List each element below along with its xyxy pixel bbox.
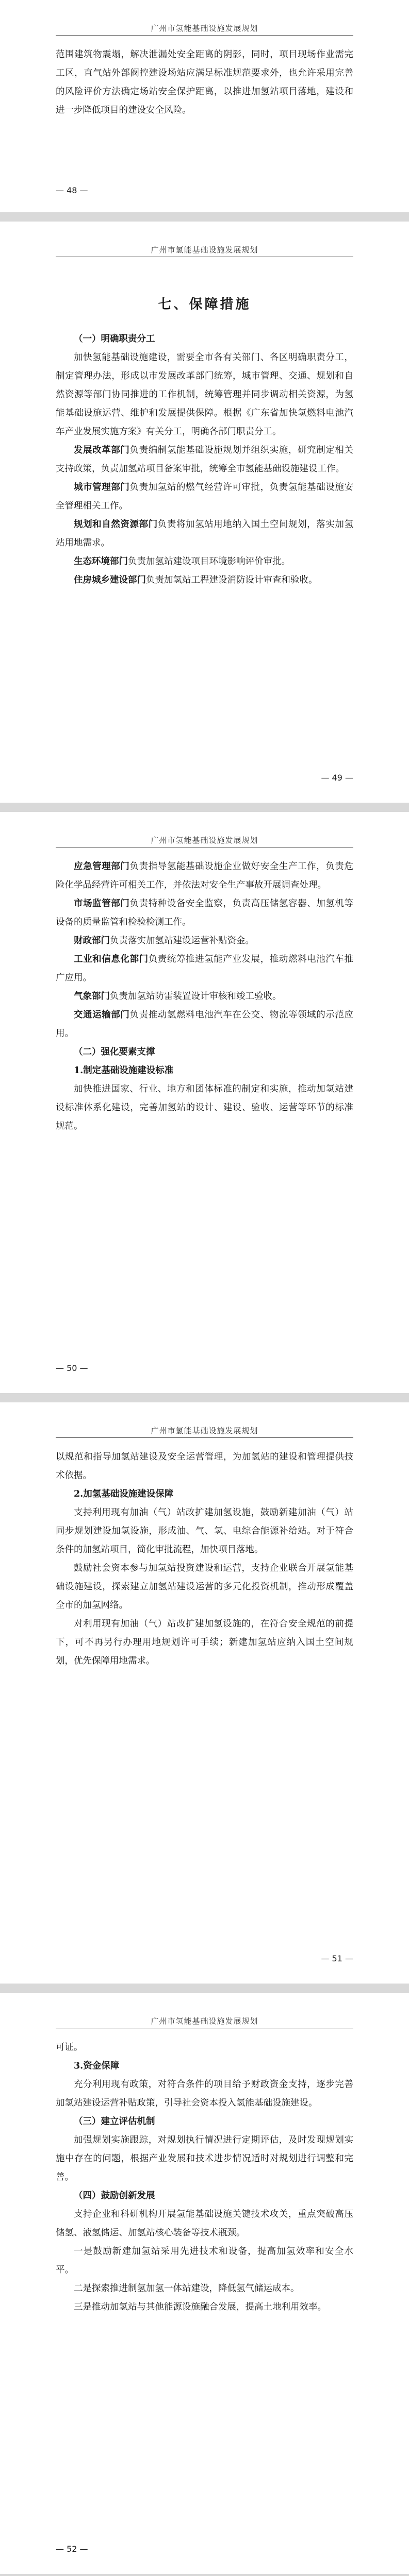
paragraph: [56, 857, 353, 894]
paragraph-text: 负责将加氢站用地纳入国土空间规划，落实加氢站用地需求。: [56, 519, 354, 548]
header-divider: [56, 35, 353, 36]
page-number: — 49 —: [321, 773, 353, 783]
paragraph-text: 负责加氢站的燃气经营许可审批，负责氢能基础设施安全管理相关工作。: [56, 482, 354, 511]
page-header: 广州市氢能基础设施发展规划: [151, 836, 258, 845]
page-body: [56, 1448, 353, 1670]
page-body: [56, 857, 353, 1136]
paragraph: [56, 478, 353, 515]
paragraph-text: 负责加氢站防雷装置设计审核和竣工验收。: [110, 991, 282, 1002]
paragraph-lead: 住房城乡建设部门: [74, 575, 146, 585]
section-heading: （三）建立评估机制: [74, 2116, 155, 2127]
section-heading: （一）明确职责分工: [74, 334, 155, 344]
paragraph: 范围建筑物震塌，解决泄漏处安全距离的阴影，同时，项目现场作业需完工区，直气站外部阀控建设场站应满足标准规范要求外，也允许采用完善的风险评价方法确定场站安全保护距离，以推进加氢站项目落地，建设和进一步降低项目的建设安全风险。: [56, 49, 353, 115]
paragraph-lead: 交通运输部门: [74, 1010, 130, 1020]
paragraph-lead: 财政部门: [74, 936, 110, 946]
document-page: [0, 222, 409, 803]
page-header: 广州市氢能基础设施发展规划: [151, 2016, 258, 2026]
paragraph: [56, 987, 353, 1006]
paragraph-lead: 应急管理部门: [74, 861, 130, 872]
subsection-heading: 1.制定基础设施建设标准: [74, 1065, 174, 1076]
subsection-heading: 2.加氢基础设施建设保障: [74, 1489, 174, 1499]
chapter-title: 七、保障措施: [158, 297, 251, 312]
paragraph-lead: 生态环境部门: [74, 556, 128, 567]
paragraph-lead: 规划和自然资源部门: [74, 519, 158, 530]
paragraph-text: 负责统筹推进氢能产业发展，推动燃料电池汽车推广应用。: [56, 954, 354, 983]
page-number: — 52 —: [56, 2544, 88, 2554]
header-divider: [56, 847, 353, 848]
section-heading: （四）鼓励创新发展: [74, 2191, 155, 2201]
paragraph: 加强规划实施跟踪，对规划执行情况进行定期评估，及时发现规划实施中存在的问题，根据产业发展和技术进步情况适时对规划进行调整和完善。: [56, 2135, 353, 2182]
paragraph: [56, 552, 353, 571]
page-number: — 48 —: [56, 185, 88, 195]
paragraph-text: 负责落实加氢站建设运营补贴资金。: [110, 936, 254, 946]
page-body: [56, 2038, 353, 2316]
header-divider: [56, 1437, 353, 1438]
paragraph: [56, 571, 353, 589]
paragraph-text: 负责指导氢能基础设施企业做好安全生产工作，负责危险化学品经营许可相关工作，并依法对安全生产事故开展调查处理。: [56, 861, 354, 890]
paragraph-text: 负责推动氢燃料电池汽车在公交、物流等领域的示范应用。: [56, 1010, 354, 1039]
page-number: — 51 —: [321, 1954, 353, 1963]
page-number: — 50 —: [56, 1363, 88, 1373]
subsection-heading: 3.资金保障: [74, 2061, 120, 2071]
document-page: [0, 1402, 409, 1984]
document-page: [0, 0, 409, 212]
paragraph-lead: 城市管理部门: [74, 482, 130, 493]
page-header: 广州市氢能基础设施发展规划: [151, 1426, 258, 1435]
paragraph: [56, 1006, 353, 1043]
paragraph-lead: 发展改革部门: [74, 445, 130, 455]
paragraph: 对利用现有加油（气）站改扩建加氢设施的，在符合安全规范的前提下，可不再另行办理用地规划许可手续；新建加氢站应纳入国土空间规划，优先保障用地需求。: [56, 1619, 353, 1666]
paragraph-text: 负责特种设备安全监察，负责高压储氢容器、加氢机等设备的质量监管和检验检测工作。: [56, 899, 354, 927]
paragraph: 加快氢能基础设施建设，需要全市各有关部门、各区明确职责分工，制定管理办法，形成以市发展改革部门统筹，城市管理、交通、规划和自然资源等部门协同推进的工作机制，统筹管理并同步调动相关资源，为氢能基础设施运营、维护和发展提供保障。根据《广东省加快氢燃料电池汽车产业发展实施方案》有关分工，明确各部门职责分工。: [56, 352, 353, 437]
section-heading: （二）强化要素支撑: [74, 1047, 155, 1057]
page-header: 广州市氢能基础设施发展规划: [151, 245, 258, 255]
paragraph: [56, 515, 353, 552]
paragraph-text: 负责加氢站工程建设消防设计审查和验收。: [146, 575, 318, 585]
paragraph-text: 负责编制氢能基础设施规划并组织实施，研究制定相关支持政策，负责加氢站项目备案审批，统筹全市氢能基础设施建设工作。: [56, 445, 354, 474]
page-header: 广州市氢能基础设施发展规划: [151, 24, 258, 33]
paragraph-lead: 气象部门: [74, 991, 110, 1002]
page-body: [56, 330, 353, 589]
paragraph: [56, 931, 353, 950]
paragraph: 加快推进国家、行业、地方和团体标准的制定和实施，推动加氢站建设标准体系化建设，完善加氢站的设计、建设、验收、运营等环节的标准规范。: [56, 1084, 353, 1131]
paragraph: 三是推动加氢站与其他能源设施融合发展，提高土地利用效率。: [74, 2302, 326, 2312]
paragraph: [56, 441, 353, 478]
paragraph: 二是探索推进制氢加氢一体站建设，降低氢气储运成本。: [74, 2283, 300, 2294]
paragraph: 以规范和指导加氢站建设及安全运营管理，为加氢站的建设和管理提供技术依据。: [56, 1452, 353, 1481]
paragraph: 鼓励社会资本参与加氢站投资建设和运营，支持企业联合开展氢能基础设施建设，探索建立加氢站建设运营的多元化投资机制，推动形成覆盖全市的加氢网络。: [56, 1563, 353, 1611]
paragraph: [56, 950, 353, 987]
page-body: [56, 45, 353, 120]
paragraph-lead: 工业和信息化部门: [74, 954, 149, 964]
paragraph: [56, 894, 353, 931]
document-page: [0, 812, 409, 1393]
paragraph: 支持企业和科研机构开展氢能基础设施关键技术攻关，重点突破高压储氢、液氢储运、加氢站核心装备等技术瓶颈。: [56, 2209, 353, 2238]
paragraph: 一是鼓励新建加氢站采用先进技术和设备，提高加氢效率和安全水平。: [56, 2246, 353, 2275]
paragraph-text: 负责加氢站建设项目环境影响评价审批。: [128, 556, 290, 567]
paragraph: 可证。: [56, 2042, 83, 2053]
paragraph: 充分利用现有政策，对符合条件的项目给予财政资金支持，逐步完善加氢站建设运营补贴政策，引导社会资本投入氢能基础设施建设。: [56, 2079, 353, 2108]
paragraph-lead: 市场监管部门: [74, 899, 130, 909]
document-page: [0, 1993, 409, 2574]
paragraph: 支持利用现有加油（气）站改扩建加氢设施，鼓励新建加油（气）站同步规划建设加氢设施，形成油、气、氢、电综合能源补给站。对于符合条件的加氢站项目，简化审批流程，加快项目落地。: [56, 1507, 353, 1555]
